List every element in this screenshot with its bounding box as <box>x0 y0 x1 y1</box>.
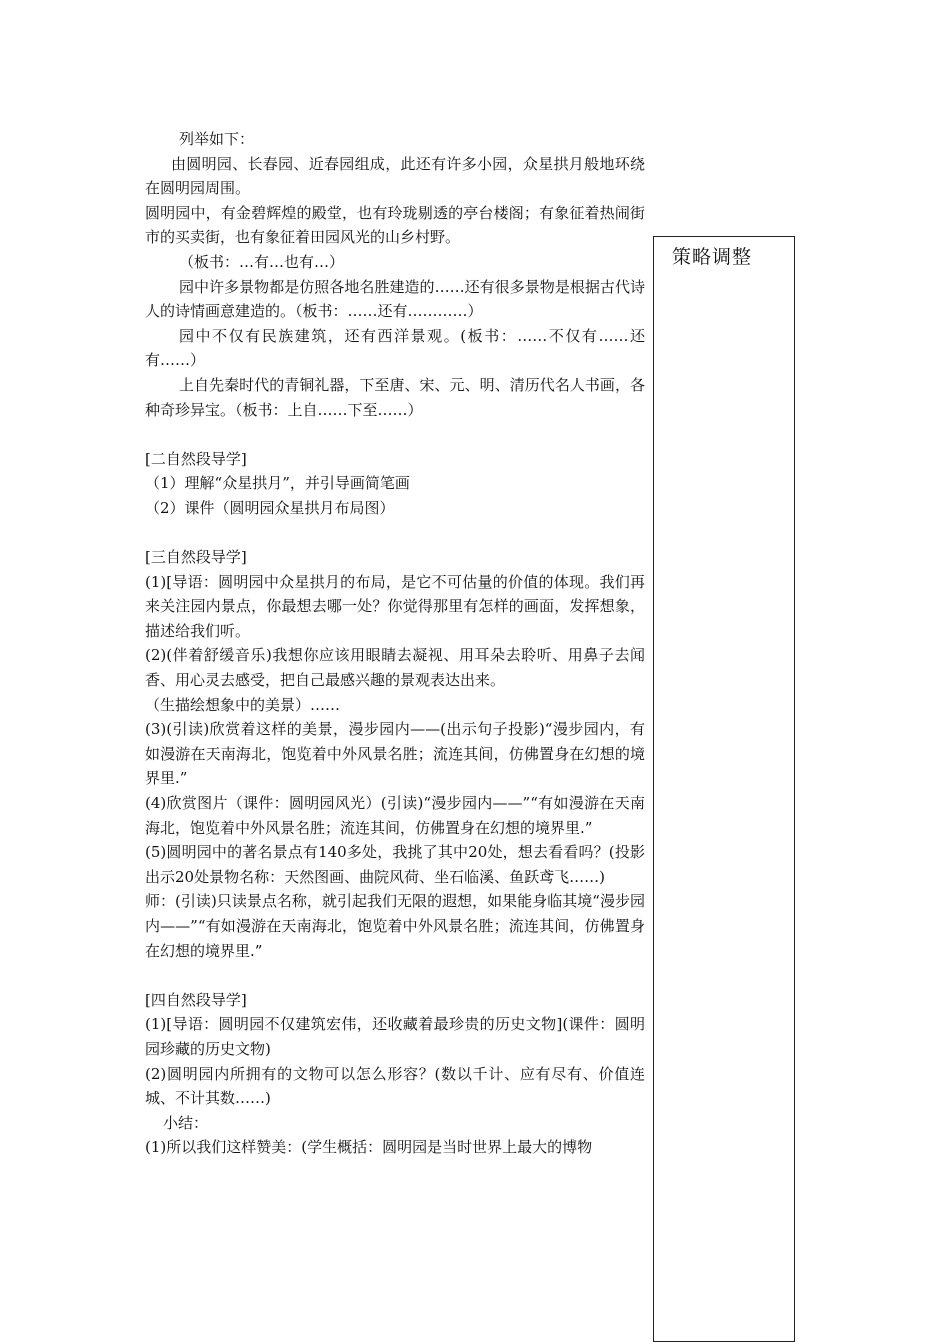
paragraph-scenery: 园中许多景物都是仿照各地名胜建造的……还有很多景物是根据古代诗人的诗情画意建造的。（板书：……还有…………） <box>145 277 645 321</box>
paragraph-relics: 上自先秦时代的青铜礼器，下至唐、宋、元、明、清历代名人书画，各种奇珍异宝。（板书：上自……下至……） <box>145 375 645 419</box>
step-3-3: (3)(引读)欣赏着这样的美景，漫步园内——(出示句子投影)“漫步园内，有如漫游在天南海北，饱览着中外风景名胜；流连其间，仿佛置身在幻想的境界里.” <box>145 720 645 788</box>
step-3-4: (4)欣赏图片（课件：圆明园风光）(引读)“漫步园内——”“有如漫游在天南海北，饱览着中外风景名胜；流连其间，仿佛置身在幻想的境界里.” <box>145 794 645 837</box>
spacer <box>145 963 645 988</box>
paragraph-halls: 圆明园中，有金碧辉煌的殿堂，也有玲珑剔透的亭台楼阁；有象征着热闹街市的买卖街，也有象征着田园风光的山乡村野。 <box>145 203 645 247</box>
paragraph-western: 园中不仅有民族建筑，还有西洋景观。(板书：……不仅有……还有……） <box>145 326 645 370</box>
step-2-1: （1）理解“众星拱月”，并引导画简笔画 <box>145 474 410 493</box>
step-3-1: (1)[导语：圆明园中众星拱月的布局，是它不可估量的价值的体现。我们再来关注园内景点，你最想去哪一处？你觉得那里有怎样的画面，发挥想象，描述给我们听。 <box>145 572 645 640</box>
step-3-2: (2)(伴着舒缓音乐)我想你应该用眼睛去凝视、用耳朵去聆听、用鼻子去闻香、用心灵去感受，把自己最感兴趣的景观表达出来。 <box>145 646 645 690</box>
strategy-adjustment-title: 策略调整 <box>672 246 753 268</box>
section-heading-4: [四自然段导学] <box>145 990 247 1009</box>
paragraph-list-intro: 列举如下： <box>179 130 255 148</box>
step-3-student: （生描绘想象中的美景）…… <box>145 695 341 714</box>
spacer <box>145 521 645 546</box>
summary-label: 小结： <box>163 1113 209 1132</box>
board-note-1: （板书：…有…也有…） <box>179 252 345 271</box>
step-3-teacher: 师：(引读)只读景点名称，就引起我们无限的遐想，如果能身临其境“漫步园内——”“有如漫游在天南海北，饱览着中外风景名胜；流连其间，仿佛置身在幻想的境界里.” <box>145 892 645 960</box>
step-3-5: (5)圆明园中的著名景点有140多处，我挑了其中20处，想去看看吗？(投影出示20处景物名称：天然图画、曲院风荷、坐石临溪、鱼跃鸢飞……) <box>145 843 645 886</box>
step-4-1: (1)[导语：圆明园不仅建筑宏伟，还收藏着最珍贵的历史文物](课件：圆明园珍藏的历史文物) <box>145 1015 645 1058</box>
paragraph-gardens: 由圆明园、长春园、近春园组成，此还有许多小园，众星拱月般地环绕在圆明园周围。 <box>145 154 645 198</box>
step-2-2: （2）课件（圆明园众星拱月布局图） <box>145 498 395 517</box>
lesson-text-column <box>145 127 645 1160</box>
summary-1: (1)所以我们这样赞美：(学生概括：圆明园是当时世界上最大的博物 <box>145 1138 593 1157</box>
section-heading-3: [三自然段导学] <box>145 548 247 567</box>
step-4-2: (2)圆明园内所拥有的文物可以怎么形容？(数以千计、应有尽有、价值连城、不计其数……) <box>145 1064 645 1108</box>
section-heading-2: [二自然段导学] <box>145 449 247 468</box>
strategy-adjustment-box <box>653 236 795 1342</box>
spacer <box>145 422 645 447</box>
